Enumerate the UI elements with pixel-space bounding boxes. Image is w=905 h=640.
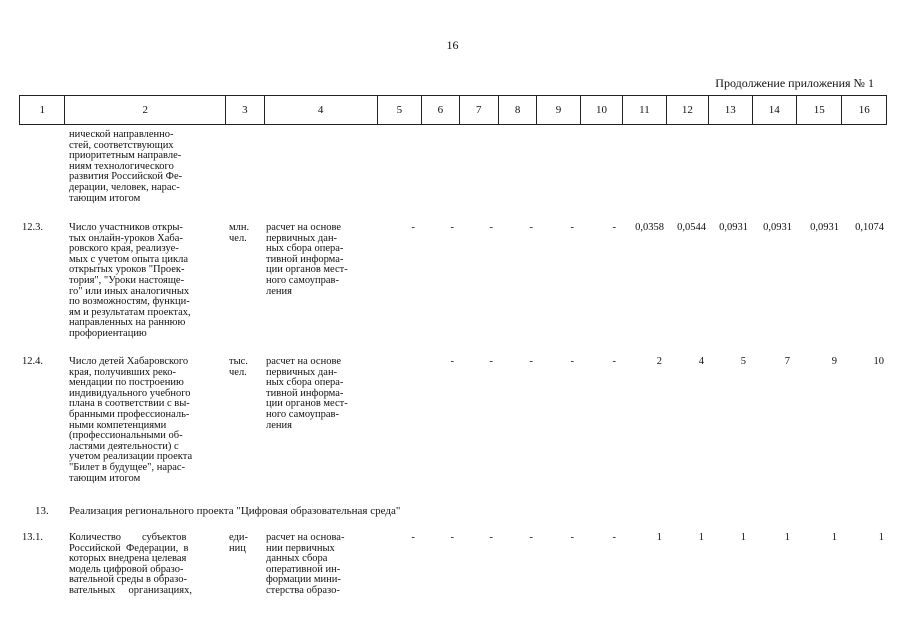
unit: тыс. чел. [229, 356, 248, 378]
header-cell: 13 [709, 96, 752, 125]
value-cell: - [489, 532, 493, 543]
indicator-name: Число детей Хабаровского края, получивших реко- мендации по построению индивидуального учебного плана в соответствии с вы- бранными профессиональ- ными компетенциями (профессиональными об- ластями деятельности) с учетом реализации проекта "Билет в будущее", нарас- тающим итогом [69, 356, 193, 484]
value-cell: 1 [656, 532, 662, 543]
value-cell: - [570, 222, 574, 233]
value-cell: - [570, 532, 574, 543]
calculation-method: расчет на основе первичных дан- ных сбора опера- тивной информа- ции органов мест- ного самоуправ- ления [266, 356, 348, 431]
indicator-name: Количество субъектов Российской Федерации, в которых внедрена целевая модель цифровой образо- вательной среды в образо- вательных организациях, [69, 532, 192, 596]
value-cell: 7 [784, 356, 790, 367]
header-cell: 15 [796, 96, 841, 125]
header-cell: 3 [226, 96, 264, 125]
indicator-name: Число участников откры- тых онлайн-уроков Хаба- ровского края, реализуе- мых с учетом опыта цикла открытых уроков "Проек- тория", "Уроки настояще- го" или иных аналогичных по возможностям, функци- ям и результатам проектах, направленных на раннюю профориентацию [69, 222, 191, 339]
header-cell: 5 [377, 96, 421, 125]
value-cell: - [612, 356, 616, 367]
value-cell: 0,0358 [635, 222, 664, 233]
header-cell: 4 [264, 96, 377, 125]
value-cell: 9 [831, 356, 837, 367]
value-cell: - [612, 532, 616, 543]
header-cell: 12 [666, 96, 708, 125]
value-cell: - [411, 222, 415, 233]
value-cell: 1 [878, 532, 884, 543]
value-cell: 0,0931 [719, 222, 748, 233]
unit: млн. чел. [229, 222, 250, 244]
value-cell: - [529, 222, 533, 233]
header-cell: 7 [459, 96, 498, 125]
section-number: 13. [35, 505, 49, 517]
value-cell: 1 [784, 532, 790, 543]
section-title: Реализация регионального проекта "Цифровая образовательная среда" [69, 505, 401, 517]
header-cell: 14 [752, 96, 796, 125]
value-cell: 0,0544 [677, 222, 706, 233]
calculation-method: расчет на основе первичных дан- ных сбора опера- тивной информа- ции органов мест- ного самоуправ- ления [266, 222, 348, 297]
value-cell: 5 [740, 356, 746, 367]
value-cell: - [529, 356, 533, 367]
header-cell: 2 [65, 96, 226, 125]
header-cell: 10 [580, 96, 622, 125]
row-number: 12.3. [22, 222, 43, 233]
header-cell: 1 [20, 96, 65, 125]
value-cell: 1 [831, 532, 837, 543]
header-cell: 9 [537, 96, 580, 125]
value-cell: 0,0931 [810, 222, 839, 233]
continuation-label: Продолжение приложения № 1 [715, 76, 874, 90]
value-cell: 0,0931 [763, 222, 792, 233]
value-cell: 0,1074 [855, 222, 884, 233]
header-cell: 11 [623, 96, 666, 125]
value-cell: - [450, 222, 454, 233]
row-number: 12.4. [22, 356, 43, 367]
value-cell: - [612, 222, 616, 233]
calculation-method: расчет на основа- нии первичных данных сбора оперативной ин- формации мини- стерства образо- [266, 532, 345, 596]
value-cell: 1 [740, 532, 746, 543]
value-cell: 4 [698, 356, 704, 367]
header-cell: 16 [842, 96, 887, 125]
row-number: 13.1. [22, 532, 43, 543]
value-cell: - [450, 532, 454, 543]
value-cell: - [529, 532, 533, 543]
value-cell: 2 [656, 356, 662, 367]
value-cell: 10 [873, 356, 884, 367]
value-cell: - [489, 356, 493, 367]
page-number: 16 [446, 38, 459, 52]
header-cell: 8 [498, 96, 536, 125]
value-cell: 1 [698, 532, 704, 543]
header-cell: 6 [422, 96, 459, 125]
value-cell: - [489, 222, 493, 233]
value-cell: - [570, 356, 574, 367]
unit: еди- ниц [229, 532, 248, 554]
value-cell: - [411, 532, 415, 543]
value-cell: - [450, 356, 454, 367]
indicator-name: нической направленно- стей, соответствующих приоритетным направле- ниям технологического развития Российской Фе- дерации, человек, нарас- тающим итогом [69, 129, 183, 204]
